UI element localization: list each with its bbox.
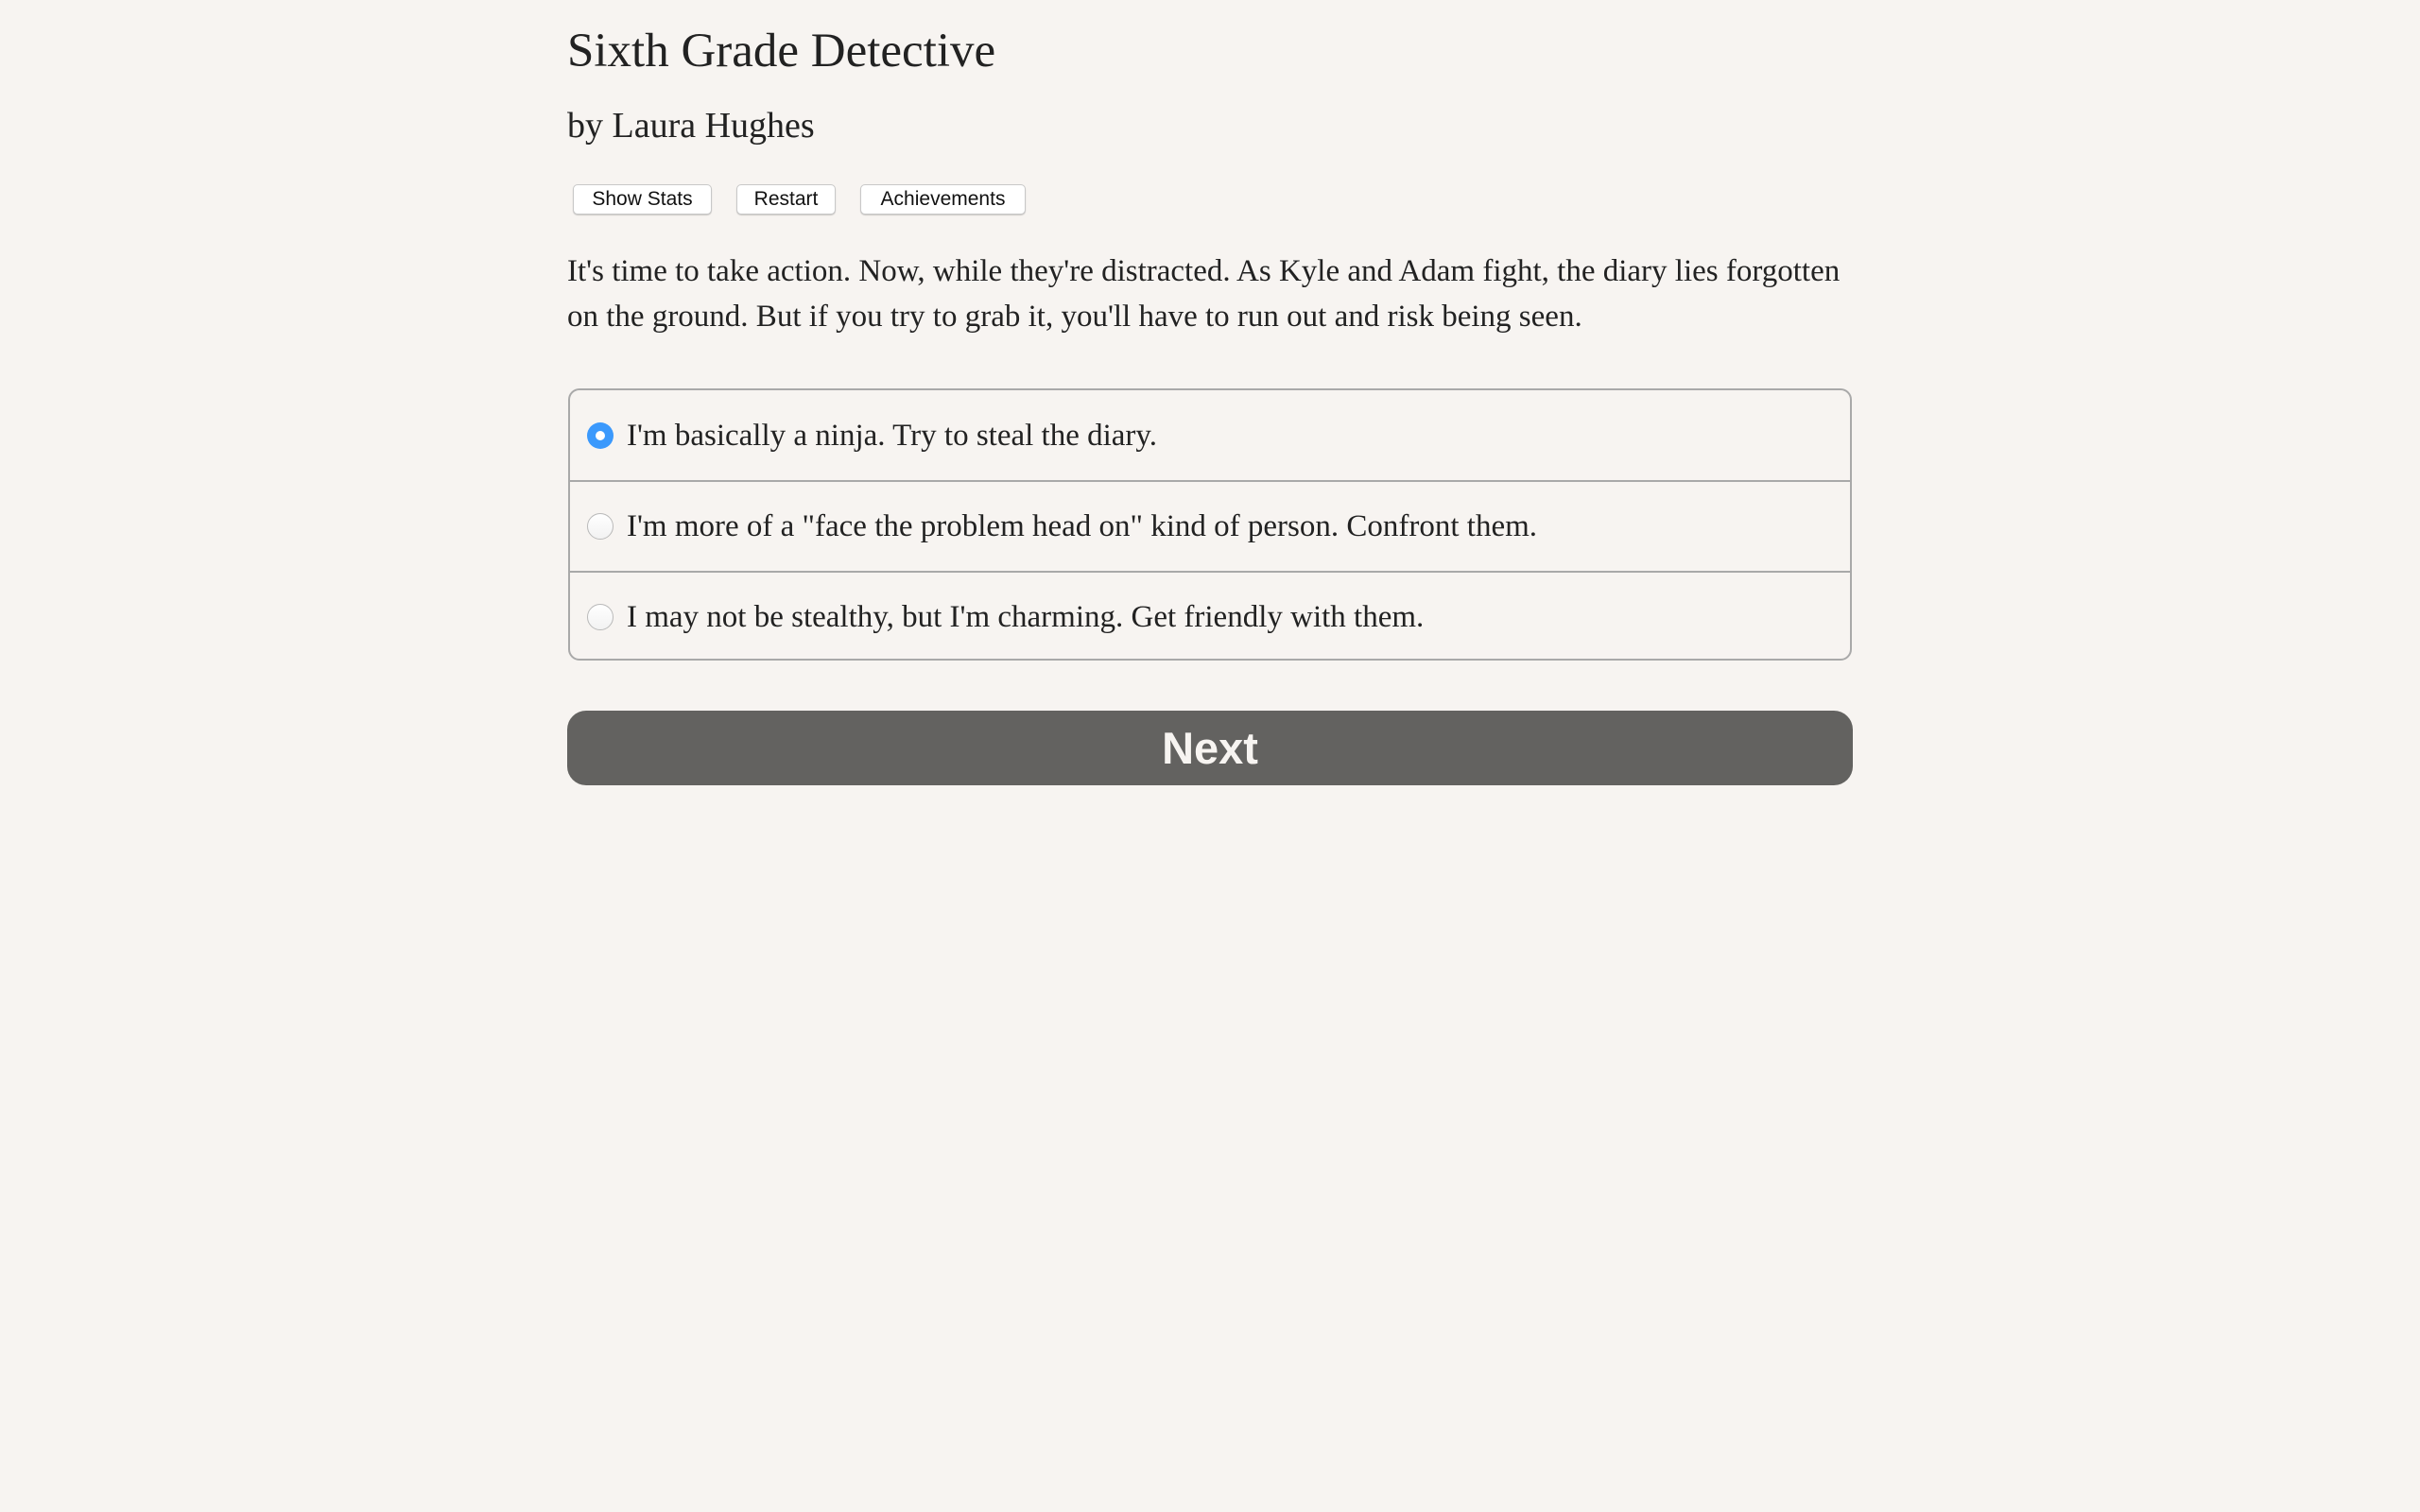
- choice-label: I'm basically a ninja. Try to steal the diary.: [627, 418, 1158, 453]
- choice-option-1[interactable]: [570, 390, 1850, 480]
- choice-label: I may not be stealthy, but I'm charming. Get friendly with them.: [627, 600, 1425, 634]
- choice-list: [568, 388, 1852, 661]
- choice-label: I'm more of a "face the problem head on" kind of person. Confront them.: [627, 509, 1538, 543]
- radio-selected-icon[interactable]: [587, 422, 614, 449]
- next-button[interactable]: Next: [567, 711, 1853, 785]
- game-author: by Laura Hughes: [567, 106, 815, 146]
- restart-button[interactable]: Restart: [736, 184, 836, 215]
- toolbar: [573, 184, 1026, 215]
- choice-option-2[interactable]: [570, 480, 1850, 571]
- story-text: It's time to take action. Now, while they're distracted. As Kyle and Adam fight, the diary lies forgotten on the ground. But if you try to grab it, you'll have to run out and risk being seen.: [567, 254, 1841, 334]
- achievements-button[interactable]: Achievements: [860, 184, 1026, 215]
- choice-option-3[interactable]: [570, 571, 1850, 661]
- game-title: Sixth Grade Detective: [567, 25, 996, 77]
- radio-unselected-icon[interactable]: [587, 604, 614, 630]
- radio-unselected-icon[interactable]: [587, 513, 614, 540]
- show-stats-button[interactable]: Show Stats: [573, 184, 712, 215]
